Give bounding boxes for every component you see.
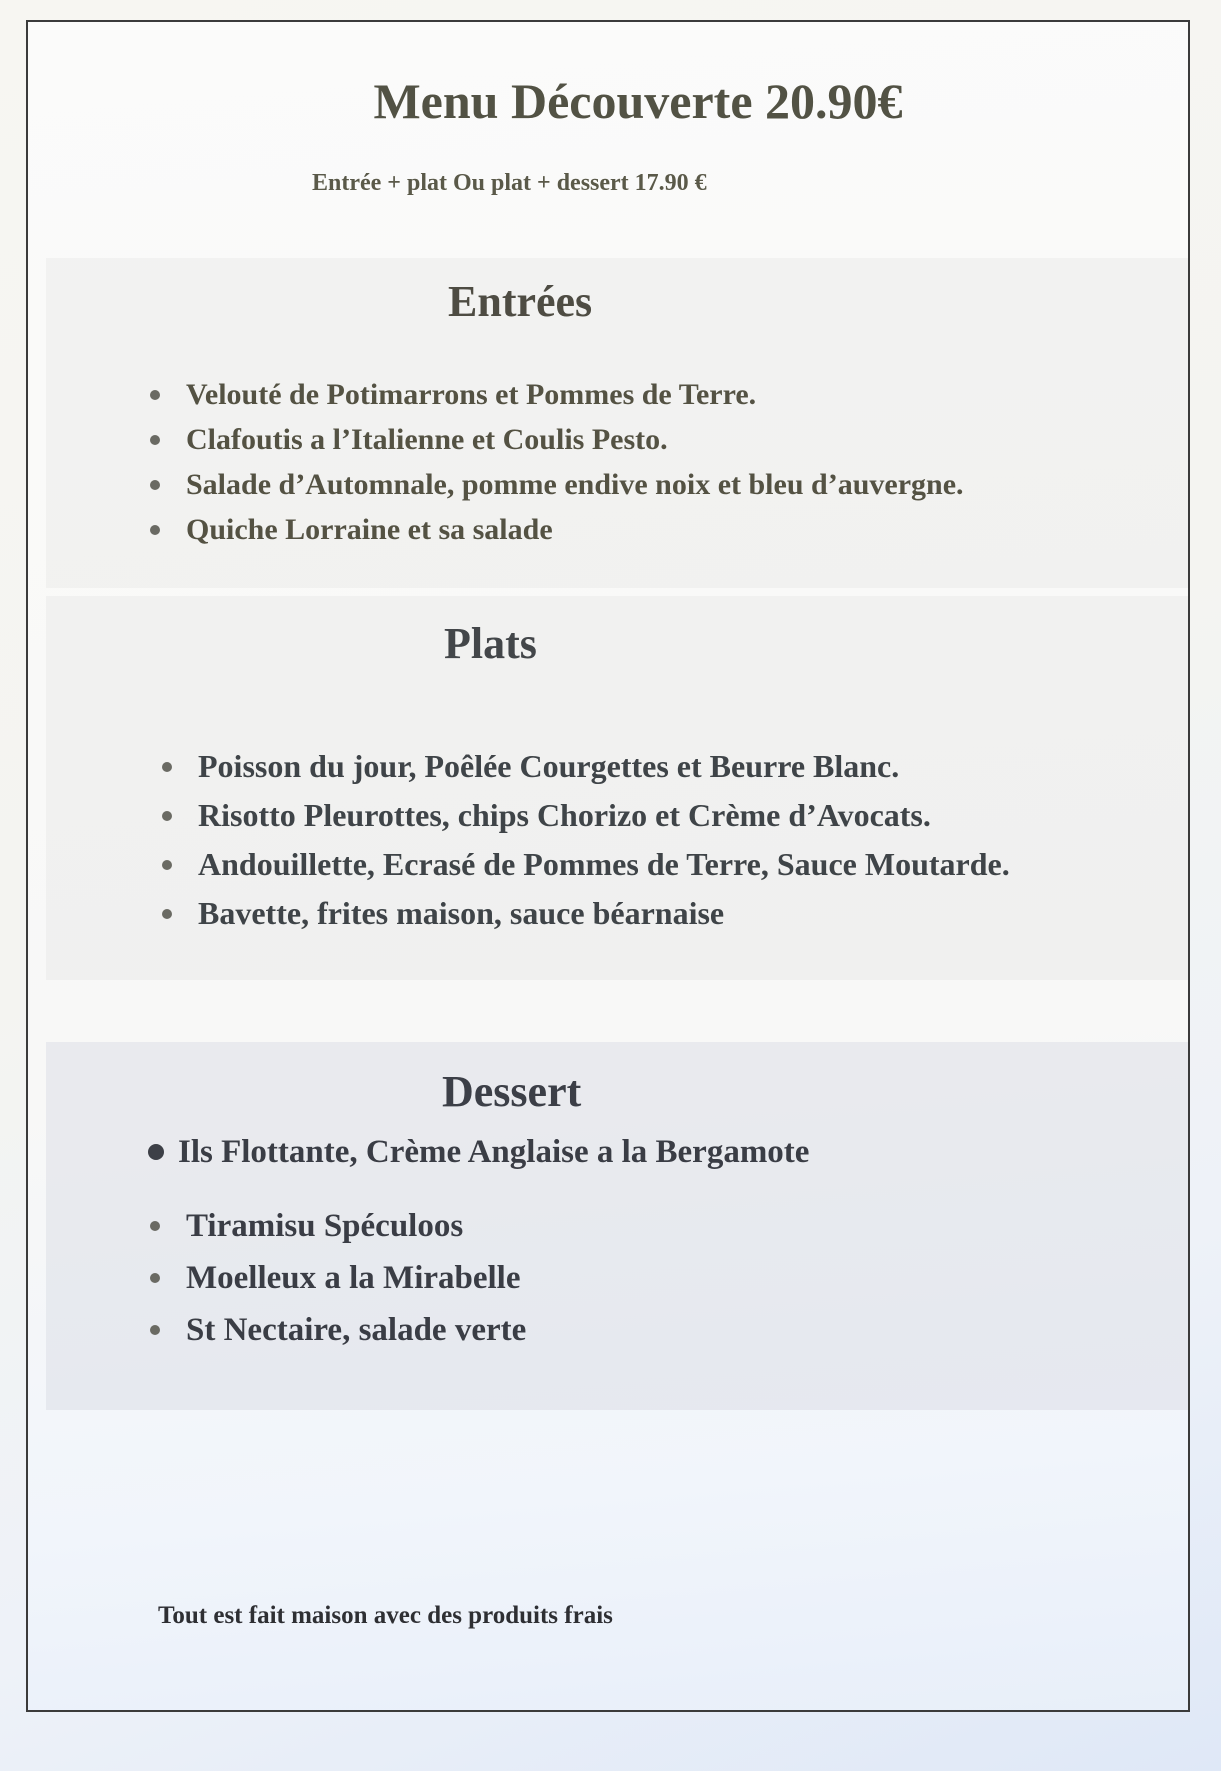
plat-item: [198, 742, 1010, 791]
bullet-icon: [150, 390, 160, 400]
footer-note: Tout est fait maison avec des produits frais: [158, 1602, 613, 1629]
plats-list: [198, 742, 1010, 938]
dessert-title: Dessert: [442, 1067, 582, 1116]
entrees-list: [186, 372, 964, 552]
bullet-icon: [162, 762, 172, 772]
plats-title: Plats: [444, 619, 537, 668]
dessert-item-label: Tiramisu Spéculoos: [186, 1208, 464, 1244]
plat-item-label: Risotto Pleurottes, chips Chorizo et Crème d’Avocats.: [198, 797, 931, 833]
entree-item-label: Quiche Lorraine et sa salade: [186, 513, 553, 546]
bullet-icon: [150, 1325, 160, 1335]
dessert-item: [178, 1126, 809, 1178]
bullet-icon: [150, 435, 160, 445]
dessert-item: [186, 1252, 809, 1304]
bullet-icon: [162, 811, 172, 821]
bullet-icon: [162, 909, 172, 919]
menu-page: [26, 20, 1190, 1712]
menu-subtitle: Entrée + plat Ou plat + dessert 17.90 €: [312, 170, 707, 196]
bullet-icon: [150, 480, 160, 490]
plat-item-label: Andouillette, Ecrasé de Pommes de Terre, Sauce Moutarde.: [198, 846, 1010, 882]
entree-item-label: Salade d’Automnale, pomme endive noix et bleu d’auvergne.: [186, 468, 964, 501]
dessert-item-label: Ils Flottante, Crème Anglaise a la Bergamote: [178, 1134, 810, 1170]
dessert-item-label: St Nectaire, salade verte: [186, 1312, 527, 1348]
plat-item-label: Poisson du jour, Poêlée Courgettes et Beurre Blanc.: [198, 748, 900, 784]
bullet-icon: [148, 1144, 164, 1160]
bullet-icon: [150, 1273, 160, 1283]
menu-title: Menu Découverte 20.90€: [373, 73, 903, 129]
entree-item: [186, 462, 964, 507]
dessert-item: [186, 1304, 809, 1356]
plat-item: [198, 791, 1010, 840]
bullet-icon: [162, 860, 172, 870]
dessert-item: [186, 1200, 809, 1252]
bullet-icon: [150, 525, 160, 535]
plat-item: [198, 889, 1010, 938]
dessert-list: [178, 1134, 810, 1356]
plat-item: [198, 840, 1010, 889]
bullet-icon: [150, 1221, 160, 1231]
plat-item-label: Bavette, frites maison, sauce béarnaise: [198, 895, 725, 931]
entree-item-label: Velouté de Potimarrons et Pommes de Terre.: [186, 378, 757, 411]
entree-item-label: Clafoutis a l’Italienne et Coulis Pesto.: [186, 423, 668, 456]
entree-item: [186, 372, 964, 417]
entrees-title: Entrées: [448, 277, 593, 326]
entree-item: [186, 507, 964, 552]
entree-item: [186, 417, 964, 462]
dessert-item-label: Moelleux a la Mirabelle: [186, 1260, 521, 1296]
